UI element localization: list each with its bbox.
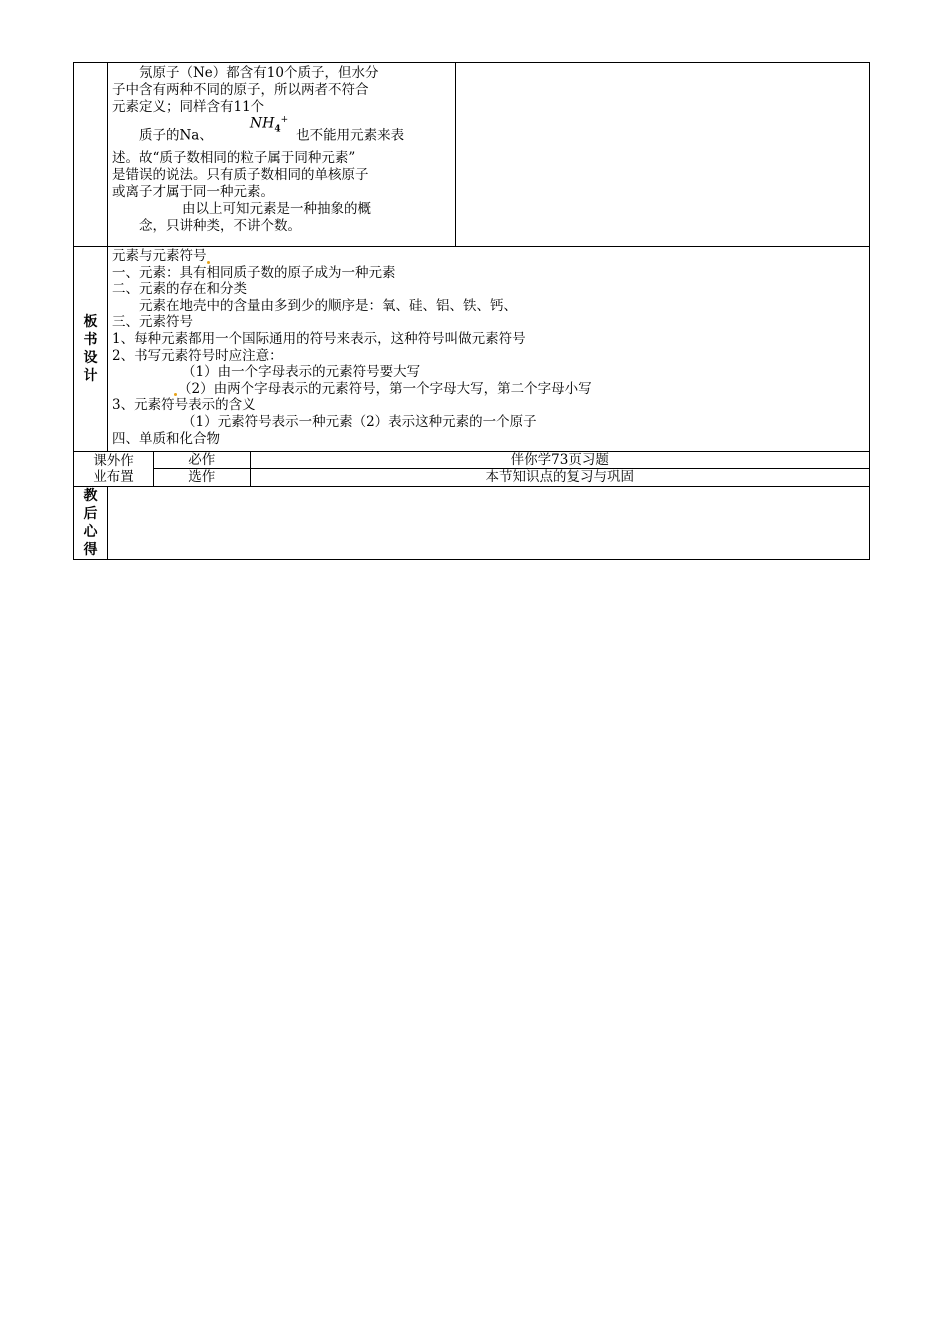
reflection-label [74, 486, 108, 559]
board-design-label [74, 247, 108, 452]
board-line-3: 二、元素的存在和分类 [112, 281, 247, 298]
homework-type-optional: 选作 [154, 469, 250, 486]
homework-content-required: 伴你学73页习题 [250, 452, 869, 469]
reflection-label-char-2: 后 [83, 505, 98, 522]
top-line-5: 述。故“质子数相同的粒子属于同种元素” [112, 150, 356, 167]
board-line-12: 四、单质和化合物 [112, 430, 220, 447]
board-line-4: 元素在地壳中的含量由多到少的顺序是：氧、硅、铝、铁、钙、 [139, 297, 517, 314]
lesson-plan-table [73, 62, 870, 560]
top-line-2: 子中含有两种不同的原子，所以两者不符合 [112, 82, 369, 98]
board-line-7: 2、书写元素符号时应注意： [112, 347, 283, 364]
top-line-8: 由以上可知元素是一种抽象的概 [182, 201, 371, 218]
homework-row-optional [154, 469, 869, 486]
board-line-9-text: （2）由两个字母表示的元素符号，第一个字母大写，第二个字母小写 [178, 380, 592, 397]
reflection-content-cell [108, 486, 870, 559]
homework-type-required: 必作 [154, 452, 250, 469]
mark-dot [174, 393, 177, 396]
top-line-4-text: 质子的Na、 [139, 127, 213, 144]
top-line-3-text: 元素定义；同样含有11个 [112, 99, 265, 115]
board-line-11: （1）元素符号表示一种元素（2）表示这种元素的一个原子 [182, 413, 537, 430]
board-label-char-2: 书 [83, 332, 98, 349]
homework-row-required [154, 452, 869, 469]
reflection-row [74, 486, 870, 559]
board-label-char-1: 板 [83, 314, 98, 331]
top-line-6: 是错误的说法。只有质子数相同的单核原子 [112, 167, 369, 184]
homework-content-optional: 本节知识点的复习与巩固 [485, 469, 635, 486]
formula-sup: + [280, 115, 289, 125]
top-right-empty-cell [456, 63, 870, 247]
board-line-10: 3、元素符号表示的含义 [112, 397, 256, 414]
homework-label-cell [74, 452, 154, 487]
board-label-char-3: 设 [83, 350, 98, 367]
top-content-text [108, 63, 455, 239]
formula-base: NH [249, 115, 275, 132]
top-section-row [74, 63, 870, 247]
top-line-9: 念，只讲种类，不讲个数。 [139, 218, 301, 235]
top-content-cell [108, 63, 456, 247]
board-design-text [108, 247, 869, 451]
homework-label-line-1: 课外作 [93, 452, 134, 469]
top-left-empty-cell [74, 63, 108, 247]
homework-label-line-2: 业布置 [93, 468, 134, 485]
ammonium-formula [223, 112, 288, 138]
top-line-4-rest: 也不能用元素来表 [296, 127, 405, 144]
board-design-row [74, 247, 870, 452]
reflection-label-char-4: 得 [83, 541, 98, 558]
top-line-4 [112, 115, 451, 150]
homework-detail-cell [154, 452, 870, 487]
board-line-1-text: 元素与元素符号 [112, 248, 207, 264]
homework-detail-table [154, 452, 869, 486]
mark-dot [207, 261, 210, 264]
homework-row [74, 452, 870, 487]
reflection-label-char-1: 教 [83, 487, 98, 504]
board-line-1 [112, 248, 865, 265]
top-line-7: 或离子才属于同一种元素。 [112, 184, 274, 201]
board-line-2: 一、元素：具有相同质子数的原子成为一种元素 [112, 264, 396, 281]
board-line-9 [112, 381, 865, 398]
board-label-char-4: 计 [83, 368, 98, 385]
board-line-6: 1、每种元素都用一个国际通用的符号来表示，这种符号叫做元素符号 [112, 330, 526, 347]
board-line-5: 三、元素符号 [112, 314, 193, 331]
formula-sub: 4 [274, 124, 281, 135]
top-line-1: 氖原子（Ne）都含有10个质子，但水分 [139, 65, 379, 81]
board-design-cell [108, 247, 870, 452]
reflection-label-char-3: 心 [83, 523, 98, 540]
board-line-8: （1）由一个字母表示的元素符号要大写 [182, 364, 421, 381]
